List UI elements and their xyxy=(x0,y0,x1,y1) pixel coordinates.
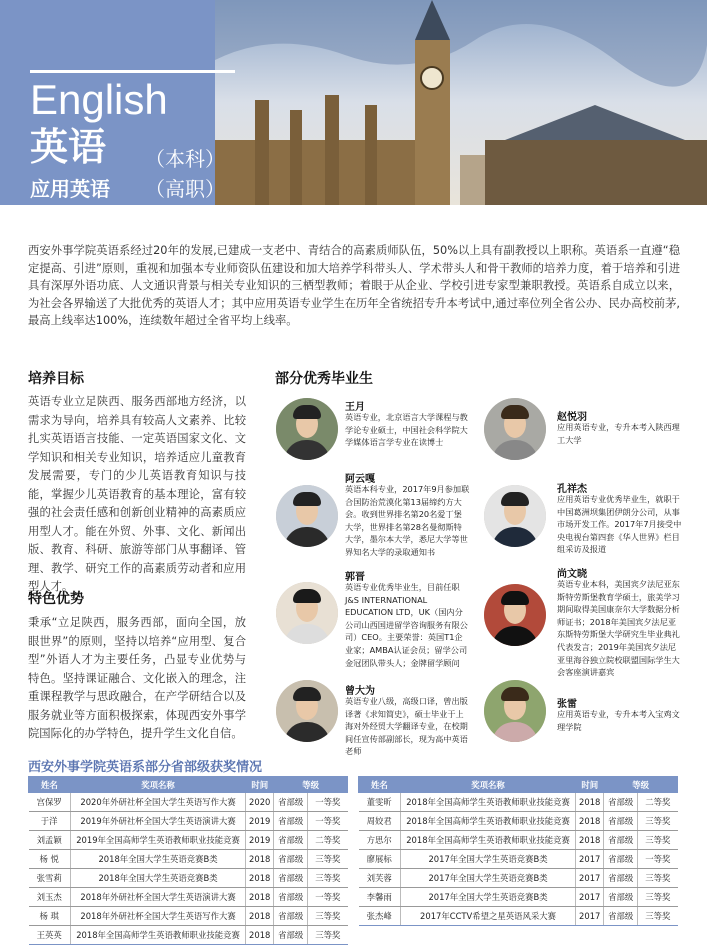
table-cell: 三等奖 xyxy=(638,831,678,850)
table-cell: 省部级 xyxy=(274,869,308,888)
table-cell: 省部级 xyxy=(604,888,638,907)
table-row xyxy=(359,888,678,907)
table-cell: 2017 xyxy=(576,869,604,888)
graduate-desc: 英语专业八级，高级口译，曾出版译著《求知简史》，硕士毕业于上海对外经贸大学翻译专业，在校期间任宣传部副部长，现为高中英语老师 xyxy=(345,696,468,757)
table-cell: 省部级 xyxy=(274,926,308,945)
table-cell: 于洋 xyxy=(29,812,71,831)
table-cell: 三等奖 xyxy=(308,926,348,945)
table-cell: 宫保罗 xyxy=(29,793,71,812)
table-cell: 2018年全国高师学生英语教师职业技能竞赛 xyxy=(400,831,575,850)
table-cell: 2017 xyxy=(576,888,604,907)
table-cell: 刘玉杰 xyxy=(29,888,71,907)
table-row xyxy=(359,812,678,831)
table-cell: 2017年CCTV希望之星英语风采大赛 xyxy=(400,907,575,926)
graduate-desc: 英语专业优秀毕业生，目前任职J&S INTERNATIONAL EDUCATION LTD，UK（国内分公司山西国进留学咨询服务有限公司）CEO。主要荣誉：英国T1企业家；AMBA认证会员；留学公司金冠团队带头人；金牌留学顾问 xyxy=(345,582,468,668)
avatar xyxy=(484,485,546,547)
english-title: English xyxy=(30,76,168,123)
table-cell: 一等奖 xyxy=(308,793,348,812)
table-cell: 张杰峰 xyxy=(359,907,401,926)
table-row xyxy=(29,793,348,812)
table-cell: 2018 xyxy=(246,888,274,907)
table-row xyxy=(359,793,678,812)
table-cell: 一等奖 xyxy=(308,812,348,831)
avatar xyxy=(484,680,546,742)
graduate-desc: 英语本科专业，2017年9月参加联合国防治荒漠化第13届缔约方大会。收到世界排名第20名爱丁堡大学，世界排名第28名曼彻斯特大学，墨尔本大学，悉尼大学等世界知名大学的录取通知书 xyxy=(345,484,470,557)
table-cell: 李馨雨 xyxy=(359,888,401,907)
table-row xyxy=(359,831,678,850)
table-cell: 2017 xyxy=(576,850,604,869)
graduate-name: 赵悦羽 xyxy=(557,412,587,423)
graduate-name: 阿云嘎 xyxy=(345,474,375,485)
graduate-desc: 英语专业本科，美国宾夕法尼亚东斯特劳斯堡教育学硕士，旅美学习期间取得美国康奈尔大学数据分析师证书；2018年美国宾夕法尼亚东斯特劳斯堡大学研究生毕业典礼代表发言；2019年美国宾夕法尼亚里海谷独立院校联盟国际学生大会客座演讲嘉宾 xyxy=(557,579,680,678)
table-row xyxy=(29,831,348,850)
column-header: 时间 xyxy=(246,777,274,793)
avatar xyxy=(484,398,546,460)
graduate-name: 孔祥杰 xyxy=(557,484,587,495)
table-cell: 2017年全国大学生英语竞赛B类 xyxy=(400,850,575,869)
table-cell: 省部级 xyxy=(604,831,638,850)
table-cell: 一等奖 xyxy=(308,888,348,907)
table-cell: 2019 xyxy=(246,812,274,831)
column-header: 姓名 xyxy=(29,777,71,793)
table-cell: 三等奖 xyxy=(638,888,678,907)
table-cell: 杨 琪 xyxy=(29,907,71,926)
table-cell: 三等奖 xyxy=(638,812,678,831)
table-cell: 三等奖 xyxy=(638,907,678,926)
graduates-title: 部分优秀毕业生 xyxy=(275,371,373,387)
graduate-name: 郭晋 xyxy=(345,572,365,583)
table-cell: 省部级 xyxy=(274,812,308,831)
table-cell: 2020 xyxy=(246,793,274,812)
table-cell: 省部级 xyxy=(604,812,638,831)
table-cell: 2018年全国大学生英语竞赛B类 xyxy=(70,869,245,888)
table-cell: 省部级 xyxy=(604,850,638,869)
table-cell: 2018年全国高师学生英语教师职业技能竞赛 xyxy=(70,926,245,945)
table-row xyxy=(359,907,678,926)
table-row xyxy=(29,850,348,869)
table-cell: 二等奖 xyxy=(638,793,678,812)
table-cell: 省部级 xyxy=(604,793,638,812)
table-header-row xyxy=(29,777,348,793)
table-cell: 杨 悦 xyxy=(29,850,71,869)
table-cell: 2018年全国大学生英语竞赛B类 xyxy=(70,850,245,869)
goals-text: 英语专业立足陕西、服务西部地方经济，以需求为导向，培养具有较高人文素养、比较扎实英语语言技能、一定英语国家文化、文学知识和相关专业知识，培养适应儿童教育发展需要，专门的少儿英语教育知识与技能，掌握少儿英语教育的基本理论，富有较强的社会责任感和创新创业精神的高素质应用型人才。能在外贸、外事、文化、新闻出版、教育、科研、旅游等部门从事翻译、管理、教学、研究工作的高素质劳动者和应用型人才。 xyxy=(28,395,246,593)
table-cell: 三等奖 xyxy=(308,869,348,888)
table-cell: 省部级 xyxy=(274,907,308,926)
goals-title: 培养目标 xyxy=(28,371,84,387)
table-cell: 2018 xyxy=(576,793,604,812)
table-cell: 2018年全国高师学生英语教师职业技能竞赛 xyxy=(400,793,575,812)
graduate-name: 张雷 xyxy=(557,699,577,710)
table-cell: 周姣君 xyxy=(359,812,401,831)
avatar xyxy=(276,485,338,547)
graduate-name: 曾大为 xyxy=(345,686,375,697)
intro-paragraph: 西安外事学院英语系经过20年的发展,已建成一支老中、青结合的高素质师队伍，50%以上具有副教授以上职称。英语系一直遵“稳定提高、引进”原则，重视和加强本专业师资队伍建设和加大培养学科带头人、学术带头人和骨干教师的培养力度，着于培养和引进具有深厚外语功底、人文通识背景与相关专业知识的三栖型教师；着眼于从企业、学校引进专家型兼职教授。英语系自成立以来，为社会各界输送了大批优秀的英语人才；其中应用英语专业学生在历年全省统招专升本考试中,通过率位列全省公办、民办高校前茅,最高上线率达100%，连续数年超过全省平均上线率。 xyxy=(28,244,680,328)
table-cell: 2017年全国大学生英语竞赛B类 xyxy=(400,888,575,907)
column-header: 奖项名称 xyxy=(70,777,245,793)
features-text: 秉承“立足陕西，服务西部，面向全国，放眼世界”的原则，坚持以培养“应用型、复合型”外语人才为主要任务，凸显专业优势与特色。坚持课证融合、文化嵌入的理念，注重课程教学与思政融合，在产学研结合以及服务就业等方面积极探索，体现西安外事学院国际化的办学特色，提升学生文化自信。 xyxy=(28,616,246,740)
table-cell: 2018年全国高师学生英语教师职业技能竞赛 xyxy=(400,812,575,831)
avatar xyxy=(276,582,338,644)
table-cell: 2018 xyxy=(576,812,604,831)
awards-table-right xyxy=(358,776,678,926)
table-cell: 刘孟颖 xyxy=(29,831,71,850)
chinese-title: 英语 xyxy=(30,125,107,169)
graduate-name: 尚文晓 xyxy=(557,569,587,580)
column-header: 等级 xyxy=(604,777,678,793)
column-header: 时间 xyxy=(576,777,604,793)
table-cell: 2017年全国大学生英语竞赛B类 xyxy=(400,869,575,888)
table-cell: 刘芙蓉 xyxy=(359,869,401,888)
big-ben-photo xyxy=(215,0,707,205)
features-title: 特色优势 xyxy=(28,591,84,607)
table-cell: 一等奖 xyxy=(638,850,678,869)
awards-title: 西安外事学院英语系部分省部级获奖情况 xyxy=(28,760,263,775)
avatar xyxy=(484,584,546,646)
table-cell: 2018 xyxy=(576,831,604,850)
graduate-desc: 应用英语专业优秀毕业生，就职于中国葛洲坝集团伊朗分公司，从事市场开发工作。2017年7月接受中央电视台第四套《华人世界》栏目组采访及报道 xyxy=(557,494,682,555)
table-cell: 三等奖 xyxy=(308,907,348,926)
title-rule xyxy=(30,70,235,73)
table-cell: 省部级 xyxy=(274,831,308,850)
table-row xyxy=(359,869,678,888)
table-cell: 2018年外研社杯全国大学生英语演讲大赛 xyxy=(70,888,245,907)
table-cell: 二等奖 xyxy=(308,831,348,850)
table-cell: 三等奖 xyxy=(638,869,678,888)
awards-table-left xyxy=(28,776,348,945)
table-cell: 2017 xyxy=(576,907,604,926)
column-header: 等级 xyxy=(274,777,348,793)
table-cell: 省部级 xyxy=(274,888,308,907)
table-row xyxy=(29,869,348,888)
table-header-row xyxy=(359,777,678,793)
table-cell: 2018 xyxy=(246,907,274,926)
table-cell: 董雯昕 xyxy=(359,793,401,812)
avatar xyxy=(276,398,338,460)
table-cell: 廖展标 xyxy=(359,850,401,869)
table-cell: 2018年外研社杯全国大学生英语写作大赛 xyxy=(70,907,245,926)
table-cell: 省部级 xyxy=(274,793,308,812)
avatar xyxy=(276,680,338,742)
table-cell: 2019年全国高师学生英语教师职业技能竞赛 xyxy=(70,831,245,850)
table-cell: 省部级 xyxy=(274,850,308,869)
undergrad-label: （本科） xyxy=(145,147,225,171)
table-cell: 省部级 xyxy=(604,869,638,888)
column-header: 姓名 xyxy=(359,777,401,793)
table-cell: 2018 xyxy=(246,869,274,888)
header-banner xyxy=(0,0,707,205)
table-cell: 省部级 xyxy=(604,907,638,926)
graduate-desc: 英语专业，北京语言大学课程与教学论专业硕士，中国社会科学院大学媒体语言学专业在读博士 xyxy=(345,412,468,448)
applied-english-label: 应用英语 xyxy=(30,177,110,201)
table-cell: 三等奖 xyxy=(308,850,348,869)
table-row xyxy=(29,926,348,945)
table-row xyxy=(29,888,348,907)
table-cell: 2018 xyxy=(246,850,274,869)
table-cell: 2020年外研社杯全国大学生英语写作大赛 xyxy=(70,793,245,812)
graduate-desc: 应用英语专业，专升本考入宝鸡文理学院 xyxy=(557,709,680,732)
table-cell: 2019 xyxy=(246,831,274,850)
table-cell: 张雪莉 xyxy=(29,869,71,888)
vocational-label: （高职） xyxy=(145,177,225,201)
table-row xyxy=(359,850,678,869)
graduate-name: 王月 xyxy=(345,402,365,413)
table-row xyxy=(29,812,348,831)
table-cell: 方思尔 xyxy=(359,831,401,850)
table-cell: 2018 xyxy=(246,926,274,945)
table-row xyxy=(29,907,348,926)
table-cell: 2019年外研社杯全国大学生英语演讲大赛 xyxy=(70,812,245,831)
table-cell: 王英英 xyxy=(29,926,71,945)
graduate-desc: 应用英语专业，专升本考入陕西理工大学 xyxy=(557,422,680,445)
column-header: 奖项名称 xyxy=(400,777,575,793)
